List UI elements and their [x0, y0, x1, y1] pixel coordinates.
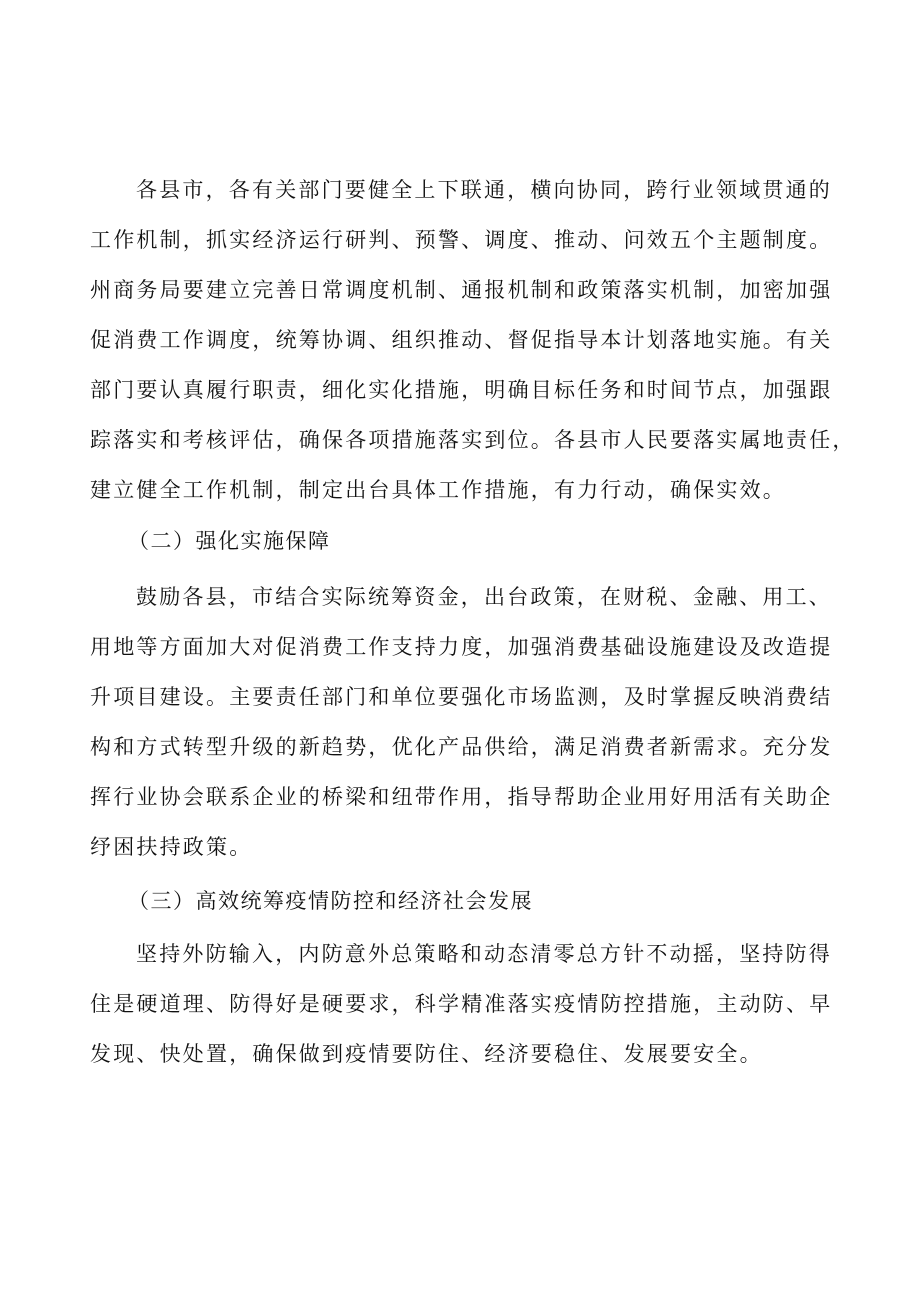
paragraph-1-line-7: 建立健全工作机制，制定出台具体工作措施，有力行动，确保实效。 [90, 478, 786, 502]
paragraph-1-line-2: 工作机制，抓实经济运行研判、预警、调度、推动、问效五个主题制度。 [90, 228, 833, 252]
paragraph-2-line-6: 纾困扶持政策。 [90, 835, 253, 859]
paragraph-1-line-6: 踪落实和考核评估，确保各项措施落实到位。各县市人民要落实属地责任， [90, 428, 856, 452]
paragraph-2-line-4: 构和方式转型升级的新趋势，优化产品供给，满足消费者新需求。充分发 [90, 735, 833, 759]
paragraph-1-line-4: 促消费工作调度，统筹协调、组织推动、督促指导本计划落地实施。有关 [90, 328, 833, 352]
paragraph-3-line-3: 发现、快处置，确保做到疫情要防住、经济要稳住、发展要安全。 [90, 1042, 763, 1066]
paragraph-2-line-3: 升项目建设。主要责任部门和单位要强化市场监测，及时掌握反映消费结 [90, 685, 833, 709]
paragraph-1-line-1: 各县市，各有关部门要健全上下联通，横向协同，跨行业领域贯通的 [136, 178, 832, 202]
paragraph-2-line-1: 鼓励各县，市结合实际统筹资金，出台政策，在财税、金融、用工、 [136, 585, 832, 609]
paragraph-2-line-5: 挥行业协会联系企业的桥梁和纽带作用，指导帮助企业用好用活有关助企 [90, 785, 833, 809]
paragraph-1-line-5: 部门要认真履行职责，细化实化措施，明确目标任务和时间节点，加强跟 [90, 378, 833, 402]
section-heading-2: （二）强化实施保障 [128, 529, 331, 553]
paragraph-1-line-3: 州商务局要建立完善日常调度机制、通报机制和政策落实机制，加密加强 [90, 278, 833, 302]
paragraph-3-line-2: 住是硬道理、防得好是硬要求，科学精准落实疫情防控措施，主动防、早 [90, 992, 833, 1016]
section-heading-3: （三）高效统筹疫情防控和经济社会发展 [128, 889, 533, 913]
paragraph-2-line-2: 用地等方面加大对促消费工作支持力度，加强消费基础设施建设及改造提 [90, 635, 833, 659]
paragraph-3-line-1: 坚持外防输入，内防意外总策略和动态清零总方针不动摇，坚持防得 [136, 942, 832, 966]
